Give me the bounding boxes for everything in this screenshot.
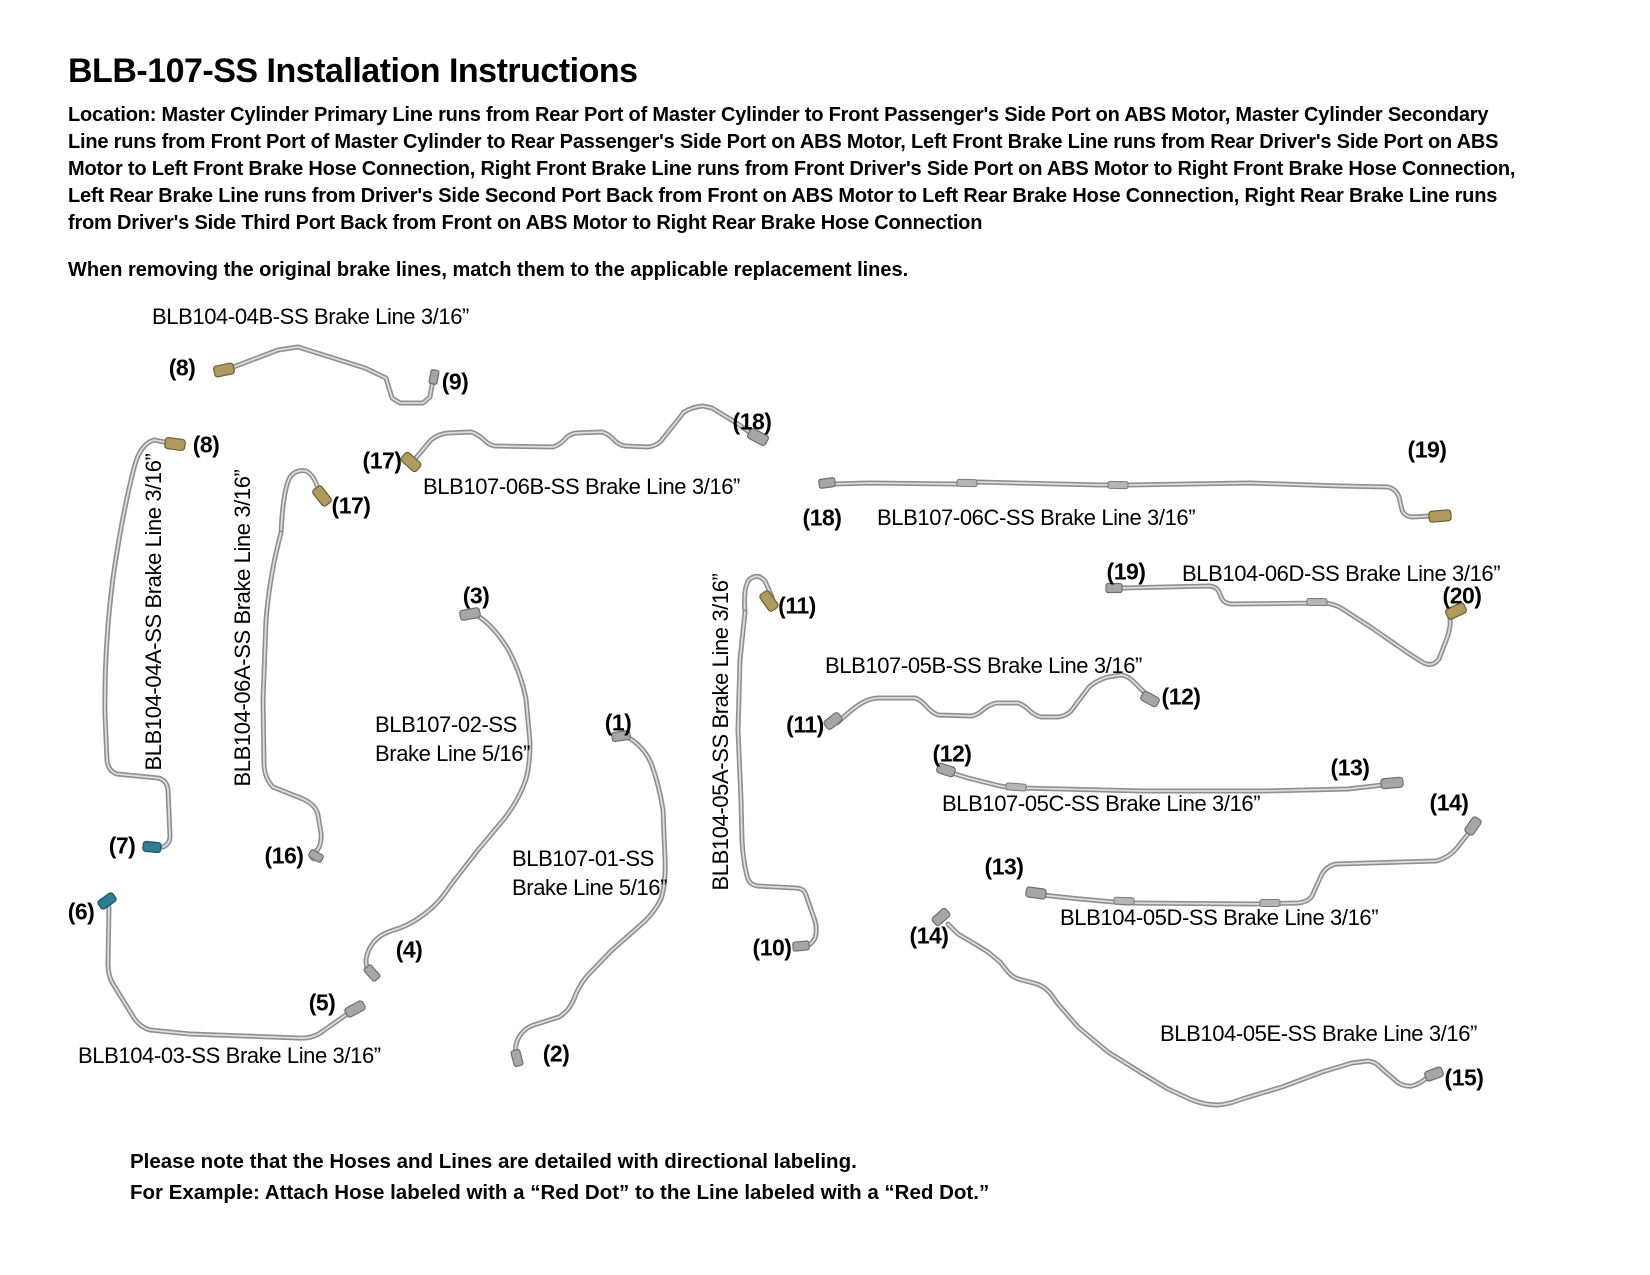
endpoint-12-05c: (12) (932, 740, 972, 767)
label-05c: BLB107-05C-SS Brake Line 3/16” (942, 791, 1261, 816)
brake-line-05a-path (738, 576, 816, 946)
label-06a: BLB104-06A-SS Brake Line 3/16” (230, 469, 255, 787)
endpoint-8-04b: (8) (168, 354, 196, 381)
fitting-8-04a (164, 437, 185, 451)
brake-line-05e-path (948, 924, 1428, 1105)
label-06d: BLB104-06D-SS Brake Line 3/16” (1182, 561, 1501, 586)
brake-line-02-path (366, 616, 530, 975)
fitting-19-06c (1429, 510, 1452, 523)
endpoint-19-06c: (19) (1407, 436, 1447, 463)
label-03: BLB104-03-SS Brake Line 3/16” (78, 1043, 381, 1068)
endpoint-9-04b: (9) (441, 368, 469, 395)
brake-line-06d-path (1122, 586, 1450, 664)
location-paragraph: Location: Master Cylinder Primary Line runs from Rear Port of Master Cylinder to Front Passenger's Side Port on ABS Motor, Master Cylinder Secondary Line runs from Front Port of Master Cylinder to Rear Passenger's Side Port on ABS Motor, Left Front Brake Line runs from Rear Driver's Side Port on ABS Motor to Left Front Brake Hose Connection, Right Front Brake Line runs from Front Driver's Side Port on ABS Motor to Right Front Brake Hose Connection, Left Rear Brake Line runs from Driver's Side Second Port Back from Front on ABS Motor to Left Rear Brake Hose Connection, Right Rear Brake Line runs from Driver's Side Third Port Back from Front on ABS Motor to Right Rear Brake Hose Connection (68, 104, 1516, 234)
endpoint-12-05b: (12) (1161, 683, 1201, 710)
fitting-11-05a (759, 590, 779, 613)
fitting-13-05d (1025, 887, 1046, 900)
brake-line-06a-path (263, 471, 321, 859)
fitting-9-04b (429, 369, 439, 384)
endpoint-18-06c: (18) (802, 504, 842, 531)
fitting-18-06c (818, 477, 835, 488)
endpoint-17-06a: (17) (331, 492, 371, 519)
brake-line-04b-path (224, 347, 433, 403)
fitting-2-01 (511, 1049, 524, 1067)
label-05a: BLB104-05A-SS Brake Line 3/16” (708, 573, 733, 891)
label-02-line1: BLB107-02-SS (375, 712, 517, 737)
endpoint-4-02: (4) (395, 936, 423, 963)
label-02-line2: Brake Line 5/16” (375, 741, 531, 766)
endpoint-17-06b: (17) (362, 447, 402, 474)
endpoint-7-04a: (7) (108, 832, 136, 859)
endpoint-19-06d: (19) (1106, 558, 1146, 585)
footer-note-line1: Please note that the Hoses and Lines are detailed with directional labeling. (130, 1150, 857, 1173)
fitting-8-04b (213, 363, 235, 378)
endpoint-11-05a: (11) (778, 592, 816, 619)
fitting-6-03 (97, 892, 117, 911)
label-01-line2: Brake Line 5/16” (512, 875, 668, 900)
endpoint-14-05d: (14) (1429, 789, 1469, 816)
fitting-10-05a (793, 941, 810, 951)
endpoint-5-03: (5) (308, 989, 336, 1016)
label-06b: BLB107-06B-SS Brake Line 3/16” (423, 474, 740, 499)
endpoint-8-04a: (8) (192, 431, 220, 458)
label-05d: BLB104-05D-SS Brake Line 3/16” (1060, 905, 1379, 930)
endpoint-10-05a: (10) (752, 934, 792, 961)
fitting-13-05c (1381, 777, 1404, 789)
endpoint-13-05d: (13) (984, 853, 1024, 880)
brake-line-06b-path (415, 406, 752, 459)
brake-line-03-path (108, 907, 350, 1038)
label-05b: BLB107-05B-SS Brake Line 3/16” (825, 653, 1142, 678)
label-05e: BLB104-05E-SS Brake Line 3/16” (1160, 1021, 1477, 1046)
endpoint-11-05b: (11) (786, 711, 824, 738)
fitting-16-06a (308, 849, 324, 863)
label-01-line1: BLB107-01-SS (512, 846, 654, 871)
fitting-7-04a (143, 841, 162, 853)
fitting-11-05b (823, 712, 843, 731)
fitting-14-05d (1464, 816, 1483, 836)
endpoint-14-05e: (14) (909, 922, 949, 949)
footer-note-line2: For Example: Attach Hose labeled with a “Red Dot” to the Line labeled with a “Red Dot.” (130, 1181, 990, 1204)
fitting-12-05b (1140, 690, 1161, 707)
page-title: BLB-107-SS Installation Instructions (68, 52, 638, 90)
endpoint-6-03: (6) (67, 898, 95, 925)
brake-line-05b-path (837, 675, 1148, 723)
label-04b: BLB104-04B-SS Brake Line 3/16” (152, 304, 469, 329)
brake-line-05d-path (1042, 834, 1468, 904)
endpoint-3-02: (3) (462, 582, 490, 609)
endpoint-1-01: (1) (604, 709, 632, 736)
endpoint-20-06d: (20) (1442, 582, 1482, 609)
endpoint-13-05c: (13) (1330, 754, 1370, 781)
fitting-5-03 (344, 1000, 366, 1018)
fitting-15-05e (1424, 1066, 1444, 1082)
match-note: When removing the original brake lines, match them to the applicable replacement lines. (68, 259, 909, 281)
endpoint-2-01: (2) (542, 1040, 570, 1067)
label-04a: BLB104-04A-SS Brake Line 3/16” (141, 453, 166, 771)
fitting-17-06a (312, 485, 333, 508)
label-06c: BLB107-06C-SS Brake Line 3/16” (877, 505, 1196, 530)
endpoint-15-05e: (15) (1444, 1064, 1484, 1091)
endpoint-16-06a: (16) (264, 842, 304, 869)
endpoint-18-06b: (18) (732, 408, 772, 435)
